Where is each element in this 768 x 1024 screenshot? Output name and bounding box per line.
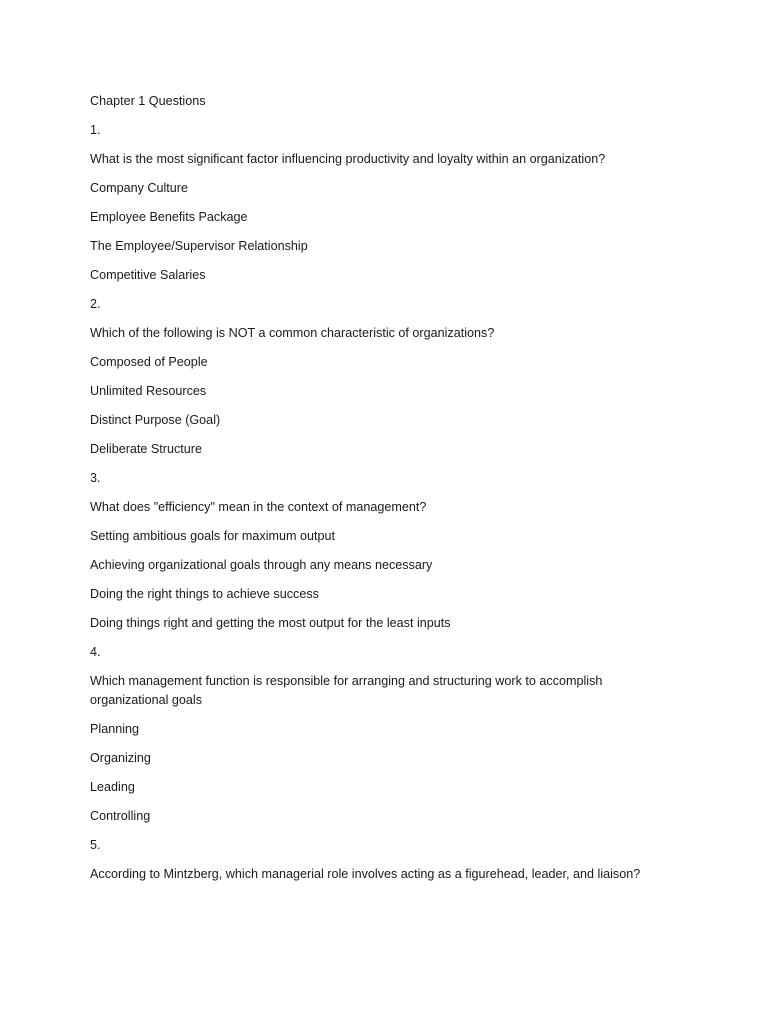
question-text: According to Mintzberg, which managerial role involves acting as a figurehead, leader, and liaison?	[90, 867, 641, 881]
question-number: 3.	[90, 471, 101, 485]
question-text: Which of the following is NOT a common characteristic of organizations?	[90, 326, 495, 340]
answer-option: Achieving organizational goals through any means necessary	[90, 558, 433, 572]
answer-option: Company Culture	[90, 181, 188, 195]
document-page	[90, 92, 680, 894]
question-number: 5.	[90, 838, 101, 852]
answer-option: The Employee/Supervisor Relationship	[90, 239, 308, 253]
question-text: What is the most significant factor influencing productivity and loyalty within an organization?	[90, 152, 606, 166]
document-title: Chapter 1 Questions	[90, 94, 206, 108]
answer-option: Unlimited Resources	[90, 384, 207, 398]
question-text: What does "efficiency" mean in the context of management?	[90, 500, 427, 514]
question-number: 1.	[90, 123, 101, 137]
answer-option: Controlling	[90, 809, 151, 823]
answer-option: Deliberate Structure	[90, 442, 202, 456]
answer-option: Setting ambitious goals for maximum output	[90, 529, 335, 543]
answer-option: Doing things right and getting the most output for the least inputs	[90, 616, 451, 630]
answer-option: Distinct Purpose (Goal)	[90, 413, 221, 427]
answer-option: Leading	[90, 780, 135, 794]
answer-option: Doing the right things to achieve success	[90, 587, 319, 601]
answer-option: Organizing	[90, 751, 151, 765]
answer-option: Planning	[90, 722, 140, 736]
question-text: Which management function is responsible for arranging and structuring work to accomplish organizational goals	[90, 674, 603, 707]
answer-option: Competitive Salaries	[90, 268, 206, 282]
question-number: 2.	[90, 297, 101, 311]
answer-option: Composed of People	[90, 355, 208, 369]
answer-option: Employee Benefits Package	[90, 210, 248, 224]
question-number: 4.	[90, 645, 101, 659]
